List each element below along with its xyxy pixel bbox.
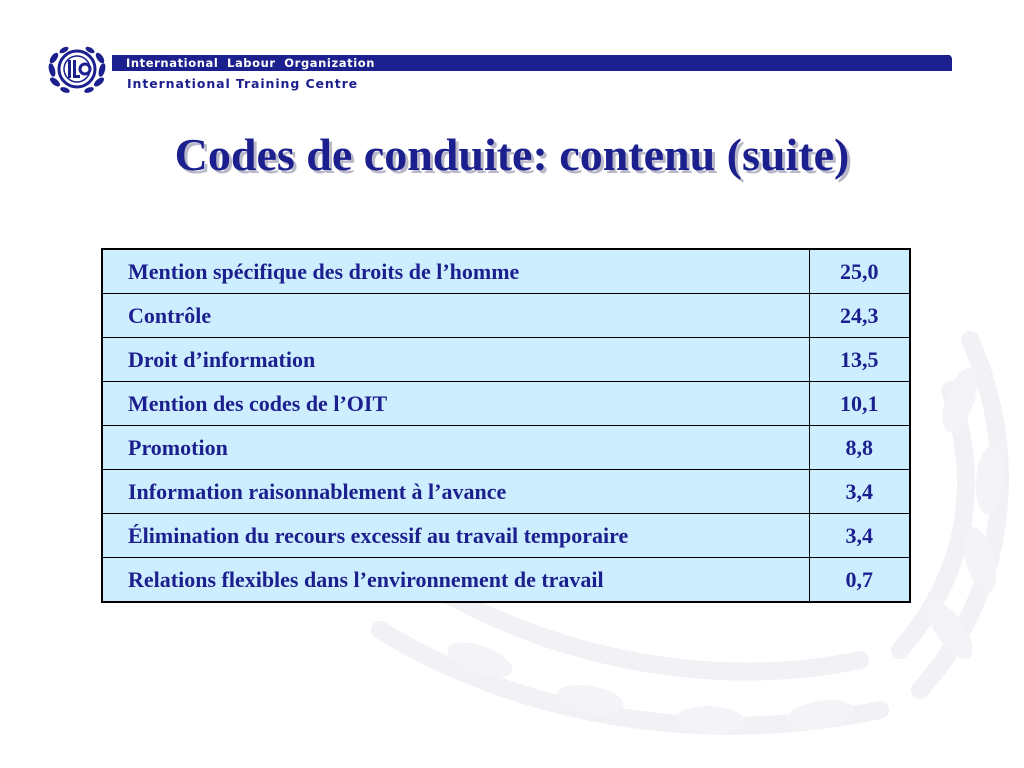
training-centre-name: International Training Centre [127, 76, 359, 91]
row-value: 25,0 [809, 249, 910, 294]
header-bar-end [928, 55, 952, 71]
row-value: 0,7 [809, 558, 910, 603]
row-label: Droit d’information [102, 338, 809, 382]
row-label: Promotion [102, 426, 809, 470]
row-label: Relations flexibles dans l’environnement de travail [102, 558, 809, 603]
row-label: Mention spécifique des droits de l’homme [102, 249, 809, 294]
row-value: 3,4 [809, 514, 910, 558]
row-value: 24,3 [809, 294, 910, 338]
row-label: Contrôle [102, 294, 809, 338]
header-bar-right [536, 55, 929, 73]
organization-name: International Labour Organization [126, 56, 376, 70]
row-value: 13,5 [809, 338, 910, 382]
row-label: Mention des codes de l’OIT [102, 382, 809, 426]
table-row [102, 338, 910, 382]
row-label: Information raisonnablement à l’avance [102, 470, 809, 514]
table-row [102, 426, 910, 470]
ilo-emblem-icon [44, 40, 110, 96]
table-row [102, 558, 910, 603]
row-value: 10,1 [809, 382, 910, 426]
row-label: Élimination du recours excessif au travail temporaire [102, 514, 809, 558]
table-row [102, 382, 910, 426]
table-row [102, 514, 910, 558]
table-row [102, 249, 910, 294]
table-row [102, 470, 910, 514]
slide-title: Codes de conduite: contenu (suite) [174, 129, 850, 180]
row-value: 3,4 [809, 470, 910, 514]
row-value: 8,8 [809, 426, 910, 470]
slide-header [0, 0, 1024, 110]
content-table [101, 248, 911, 603]
table-body [102, 249, 910, 602]
table-row [102, 294, 910, 338]
